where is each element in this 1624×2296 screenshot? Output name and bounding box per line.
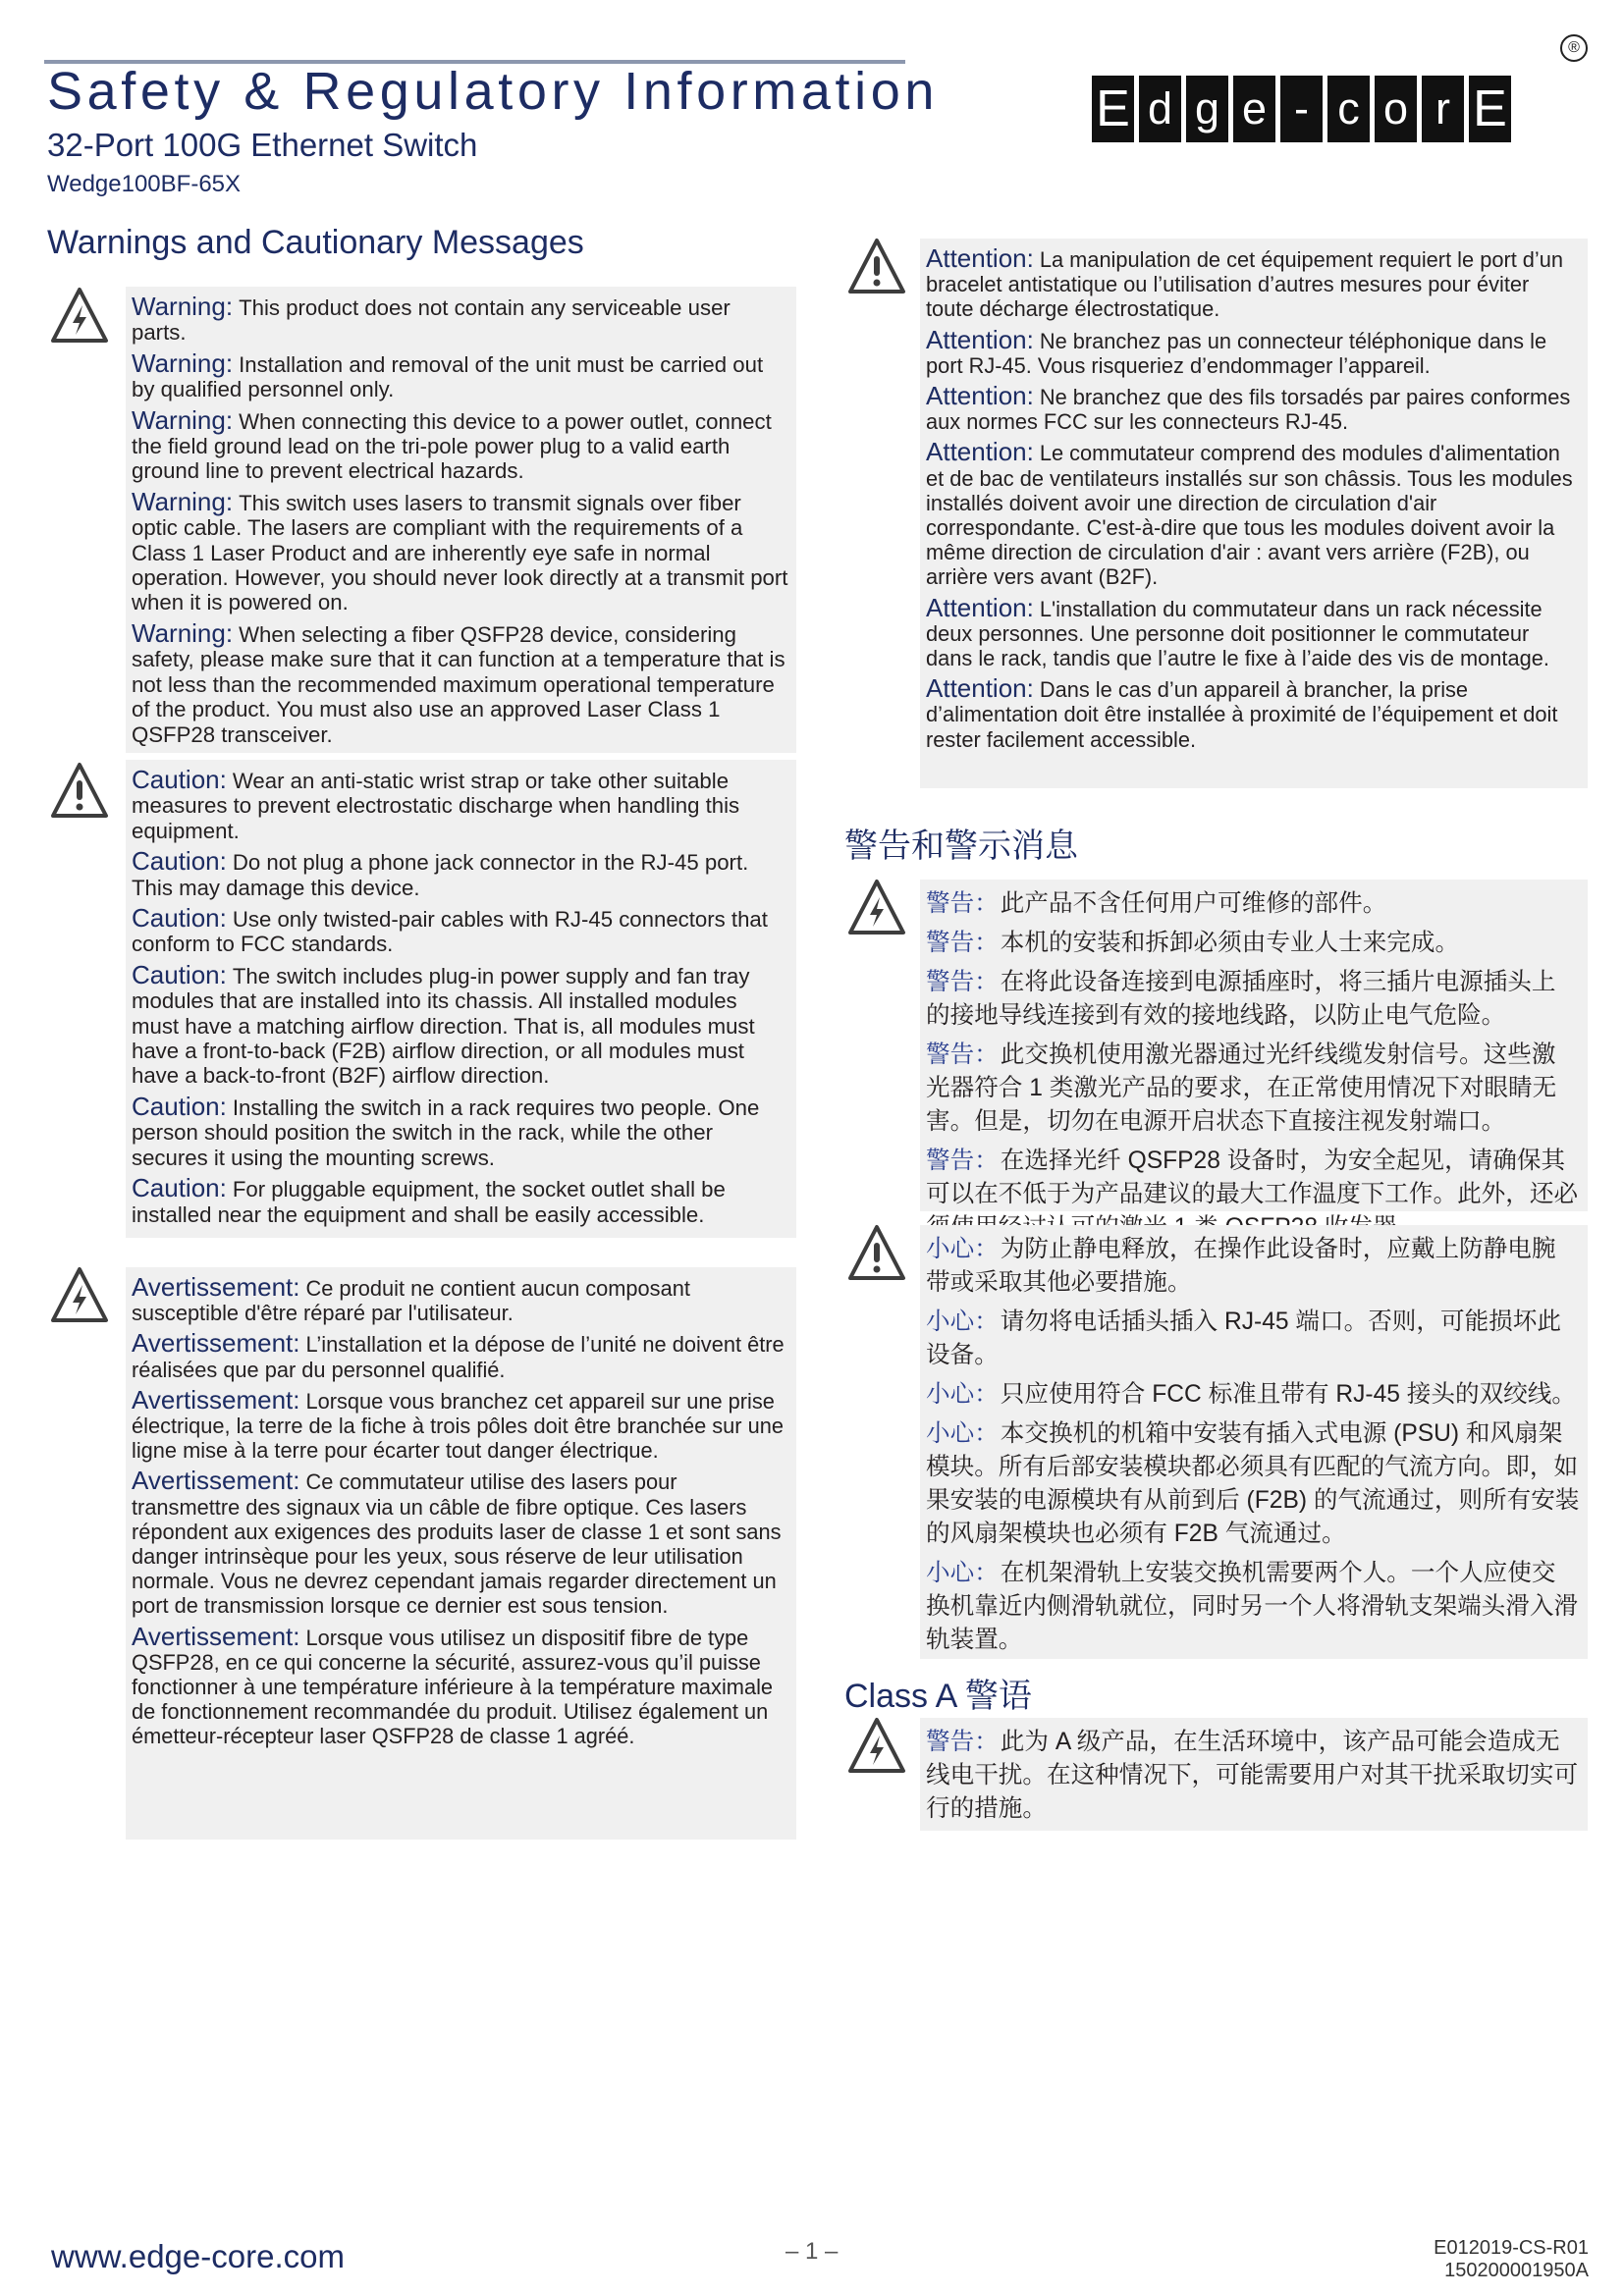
caution-exclamation-icon	[49, 761, 110, 822]
warning-message: Warning: When selecting a fiber QSFP28 device, considering safety, please make sure that it can function at a temperature that is not less than the recommended maximum operational temperature of the product. You must also use an approved Laser Class 1 QSFP28 transceiver.	[132, 617, 785, 747]
attention-message: Attention: Dans le cas d’un appareil à brancher, la prise d’alimentation doit être installée à proximité de l’équipement et doit rester facilement accessible.	[926, 673, 1558, 752]
warning-message: Warning: This product does not contain any serviceable user parts.	[132, 292, 731, 346]
document-code	[1414, 2237, 1589, 2282]
page-number: – 1 –	[785, 2238, 839, 2265]
caution-message-cn: 小心：为防止静电释放，在操作此设备时，应戴上防静电腕带或采取其他必要措施。	[926, 1236, 1556, 1296]
logo-letter: e	[1233, 76, 1275, 142]
section-heading-class-a: Class A 警语	[844, 1678, 1032, 1715]
attention-message: Attention: Ne branchez pas un connecteur téléphonique dans le port RJ-45. Vous risqueriez d’endommager l’appareil.	[926, 324, 1547, 378]
warning-message: Warning: This switch uses lasers to transmit signals over fiber optic cable. The lasers are compliant with the requirements of a Class 1 Laser Product and are inherently eye safe in normal operation. However, you should never look directly at a transmit port when it is powered on.	[132, 486, 788, 615]
caution-message: Caution: Use only twisted-pair cables with RJ-45 connectors that conform to FCC standards.	[132, 903, 768, 957]
attention-message: Attention: Le commutateur comprend des modules d'alimentation et de bac de ventilateurs installés sur son châssis. Tous les modules installés doivent avoir une direction de circulation d'air correspondante. C'est-à-dire que tous les modules doivent avoir la même direction de circulation d'air : avant vers arrière (F2B), ou arrière vers avant (B2F).	[926, 437, 1573, 590]
electric-hazard-icon	[846, 878, 907, 938]
caution-message: Caution: For pluggable equipment, the socket outlet shall be installed near the equipment and shall be easily accessible.	[132, 1173, 726, 1227]
logo-letter: -	[1280, 76, 1323, 142]
section-heading-warnings: Warnings and Cautionary Messages	[47, 224, 584, 261]
page-title: Safety & Regulatory Information	[47, 62, 939, 121]
warning-message-cn: 警告：此产品不含任何用户可维修的部件。	[926, 890, 1387, 917]
page-subtitle: 32-Port 100G Ethernet Switch	[47, 127, 478, 163]
warning-message-cn: 警告：此交换机使用激光器通过光纤线缆发射信号。这些激光器符合 1 类激光产品的要求，在正常使用情况下对眼睛无害。但是，切勿在电源开启状态下直接注视发射端口。	[926, 1041, 1557, 1135]
warning-message-cn: 警告：在选择光纤 QSFP28 设备时，为安全起见，请确保其可以在不低于为产品建议的最大工作温度下工作。此外，还必	[926, 1148, 1579, 1207]
document-code-line: E012019-CS-R01	[1434, 2237, 1589, 2259]
avertissement-message: Avertissement: L’installation et la dépose de l’unité ne doivent être réalisées que par du personnel qualifié.	[132, 1328, 785, 1382]
avertissement-message: Avertissement: Ce commutateur utilise des lasers pour transmettre des signaux via un câble de fibre optique. Ces lasers répondent aux exigences des produits laser de classe 1 et sont sans danger intrinsèque pour les yeux, sous réserve de leur utilisation normale. Vous ne devrez cependant jamais regarder directement un port de transmission lorsque ce dernier est sous tension.	[132, 1466, 782, 1619]
class-a-box	[920, 1718, 1588, 1831]
section-heading-cn-warnings: 警告和警示消息	[844, 828, 1078, 865]
warning-message-cn: 警告：本机的安装和拆卸必须由专业人士来完成。	[926, 930, 1460, 956]
warnings-cn-box	[920, 880, 1588, 1211]
electric-hazard-icon	[49, 1265, 110, 1326]
caution-message: Caution: Installing the switch in a rack requires two people. One person should position the switch in the rack, while the other secures it using the mounting screws.	[132, 1091, 760, 1170]
document-code-line: 150200001950A	[1444, 2260, 1589, 2281]
edgecore-logo	[1092, 76, 1511, 142]
electric-hazard-icon	[49, 286, 110, 347]
cautions-en-box	[126, 760, 796, 1238]
caution-message: Caution: The switch includes plug-in power supply and fan tray modules that are installed into its chassis. All installed modules must have a matching airflow direction. That is, all modules must have a front-to-back (F2B) airflow direction, or all modules must have a back-to-front (B2F) airflow direction.	[132, 959, 755, 1089]
caution-message: Caution: Do not plug a phone jack connector in the RJ-45 port. This may damage this device.	[132, 846, 749, 900]
logo-letter: E	[1092, 76, 1134, 142]
electric-hazard-icon	[846, 1716, 907, 1777]
warnings-en-box	[126, 287, 796, 753]
attention-message: Attention: La manipulation de cet équipement requiert le port d’un bracelet antistatique ou l’utilisation d’autres mesures pour éviter toute décharge électrostatique.	[926, 243, 1564, 322]
attentions-fr-box	[920, 239, 1588, 788]
caution-message-cn: 小心：请勿将电话插头插入 RJ-45 端口。否则，可能损坏此设备。	[926, 1308, 1561, 1368]
registered-mark: ®	[1560, 34, 1588, 62]
caution-message-cn: 小心：只应使用符合 FCC 标准且带有 RJ-45 接头的双绞线。	[926, 1381, 1576, 1408]
logo-letter: g	[1186, 76, 1228, 142]
caution-message-cn: 小心：在机架滑轨上安装交换机需要两个人。一个人应使交换机靠近内侧滑轨就位，同时另一个人将滑轨支架端头滑入滑轨装置。	[926, 1560, 1579, 1653]
attention-message: Attention: L'installation du commutateur dans un rack nécessite deux personnes. Une personne doit positionner le commutateur dans le rack, tandis que l’autre le fixe à l’aide des vis de montage.	[926, 592, 1549, 671]
class-a-message: 警告：此为 A 级产品，在生活环境中，该产品可能会造成无线电干扰。在这种情况下，可能需要用户对其干扰采取切实可行的措施。	[926, 1729, 1579, 1822]
avertissement-message: Avertissement: Lorsque vous utilisez un dispositif fibre de type QSFP28, en ce qui concerne la sécurité, assurez-vous qu’il puisse fonctionner à une température inférieure à la température maximale de fonctionnement recommandée du produit. Utilisez également un émetteur-récepteur laser QSFP28 de classe 1 agréé.	[132, 1621, 774, 1749]
model-number: Wedge100BF-65X	[47, 171, 242, 197]
avertissement-message: Avertissement: Ce produit ne contient aucun composant susceptible d'être réparé par l'utilisateur.	[132, 1272, 690, 1326]
avertissement-message: Avertissement: Lorsque vous branchez cet appareil sur une prise électrique, la terre de la fiche à trois pôles doit être branchée sur une ligne mise à la terre pour écarter tout danger électrique.	[132, 1384, 784, 1464]
logo-letter: o	[1375, 76, 1417, 142]
caution-message: Caution: Wear an anti-static wrist strap or take other suitable measures to prevent electrostatic discharge when handling this equipment.	[132, 765, 740, 843]
warning-message-cn: 警告：在将此设备连接到电源插座时，将三插片电源插头上的接地导线连接到有效的接地线路，以防止电气危险。	[926, 969, 1556, 1029]
attention-message: Attention: Ne branchez que des fils torsadés par paires conformes aux normes FCC sur les connecteurs RJ-45.	[926, 381, 1571, 435]
caution-message-cn: 小心：本交换机的机箱中安装有插入式电源 (PSU) 和风扇架模块。所有后部安装模块都必须具有匹配的气流方向。即，如果安装的电源模块有从前到后 (F2B) 的气流通过，则所有安装的风扇架模块也必须有 F2B 气流通过。	[926, 1420, 1580, 1547]
logo-letter: r	[1422, 76, 1464, 142]
logo-letter: c	[1327, 76, 1370, 142]
logo-letter: d	[1139, 76, 1181, 142]
cautions-cn-box	[920, 1225, 1588, 1659]
avertissements-fr-box	[126, 1267, 796, 1840]
caution-exclamation-icon	[846, 1223, 907, 1284]
logo-letter: E	[1469, 76, 1511, 142]
warning-message: Warning: Installation and removal of the unit must be carried out by qualified personnel only.	[132, 347, 764, 402]
footer-website: www.edge-core.com	[51, 2238, 345, 2274]
warning-message: Warning: When connecting this device to a power outlet, connect the field ground lead on the tri-pole power plug to a valid earth ground line to prevent electrical hazards.	[132, 404, 772, 484]
caution-exclamation-icon	[846, 237, 907, 297]
